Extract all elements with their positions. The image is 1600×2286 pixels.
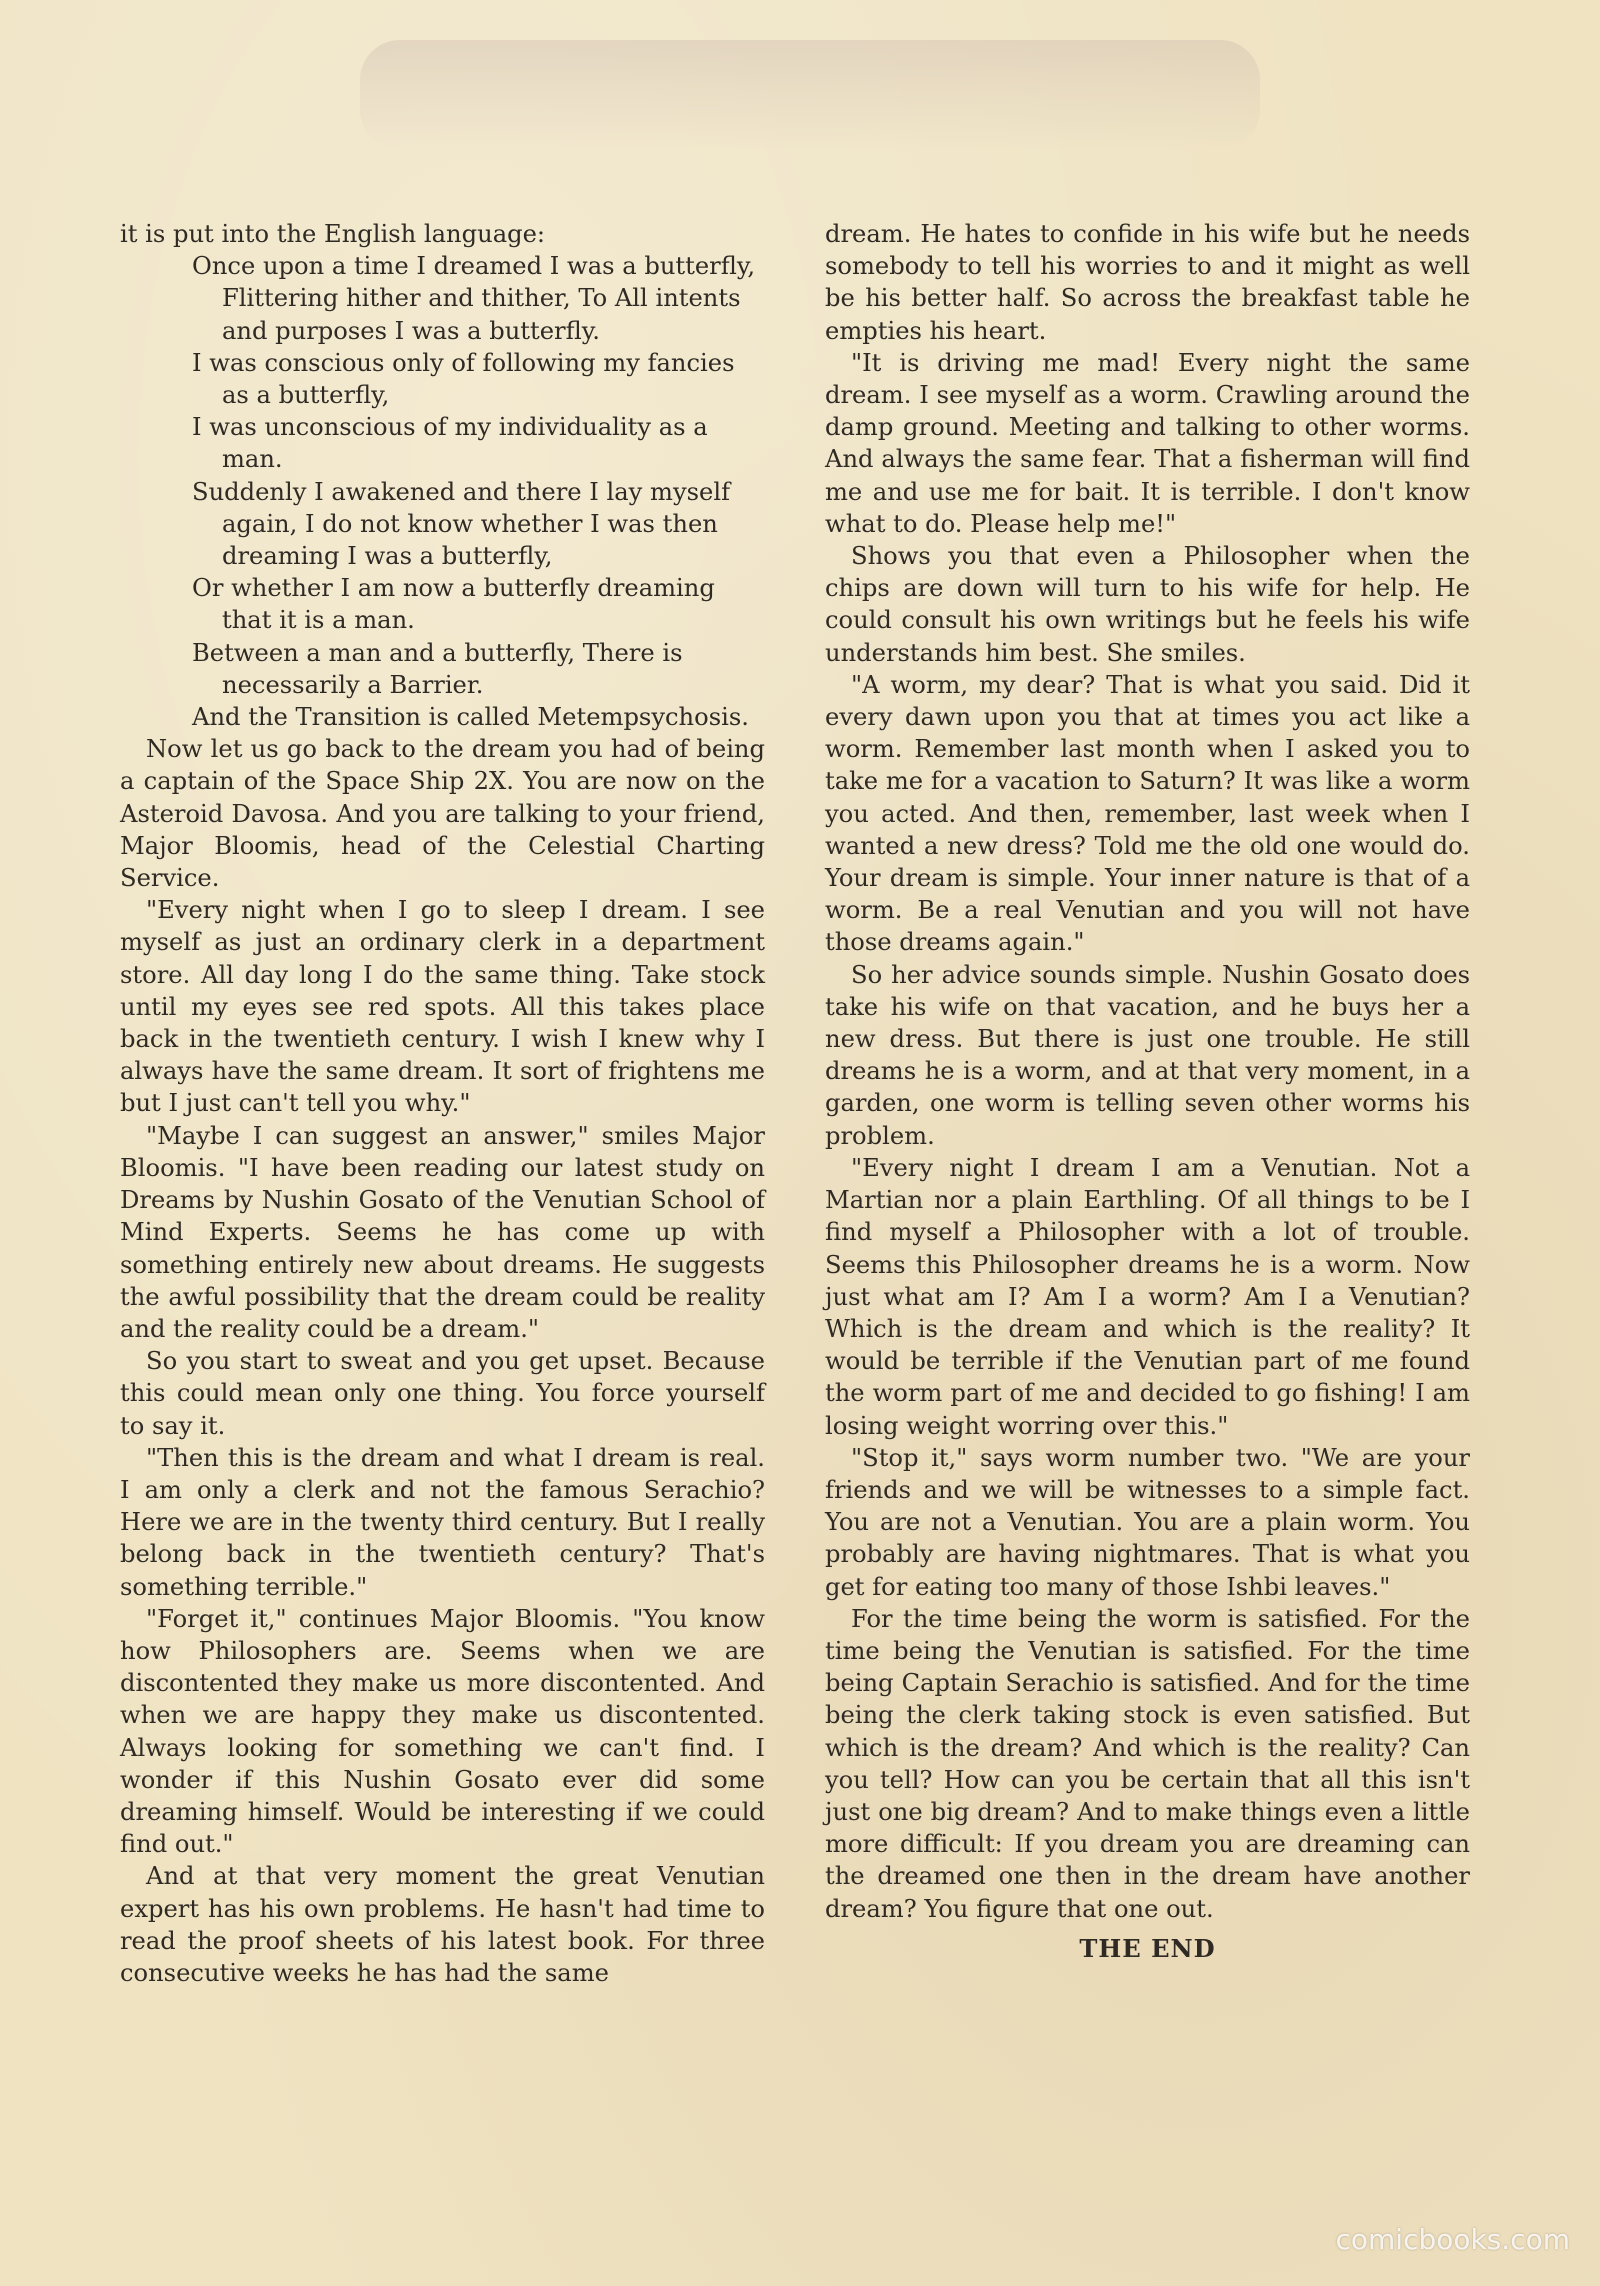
- paragraph: "Then this is the dream and what I dream is real. I am only a clerk and not the famous Serachio? Here we are in the twenty third century. But I really belong back in the twentieth century? That's something terrible.": [120, 1443, 765, 1601]
- right-column: [825, 218, 1470, 1965]
- show-through-bleed: [360, 40, 1260, 150]
- poem-line: And the Transition is called Metempsychosis.: [192, 703, 749, 732]
- paragraph: "Forget it," continues Major Bloomis. "You know how Philosophers are. Seems when we are discontented they make us more discontented. And when we are happy they make us discontented. Always looking for something we can't find. I wonder if this Nushin Gosato ever did some dreaming himself. Would be interesting if we could find out.": [120, 1604, 765, 1859]
- continued-paragraph: dream. He hates to confide in his wife but he needs somebody to tell his worries to and it might as well be his better half. So across the breakfast table he empties his heart.: [825, 220, 1470, 345]
- the-end-heading: THE END: [1079, 1933, 1216, 1963]
- paragraph: Now let us go back to the dream you had of being a captain of the Space Ship 2X. You are now on the Asteroid Davosa. And you are talking to your friend, Major Bloomis, head of the Celestial Charting Service.: [120, 735, 765, 893]
- poem-line: Once upon a time I dreamed I was a butterfly, Flittering hither and thither, To All intents and purposes I was a butterfly.: [192, 252, 756, 345]
- butterfly-poem: [192, 250, 765, 733]
- poem-line: I was conscious only of following my fancies as a butterfly,: [192, 348, 735, 410]
- paragraph: "A worm, my dear? That is what you said. Did it every dawn upon you that at times you act like a worm. Remember last month when I asked you to take me for a vacation to Saturn? It was like a worm you acted. And then, remember, last week when I wanted a new dress? Told me the old one would do. Your dream is simple. Your inner nature is that of a worm. Be a real Venutian and you will not have those dreams again.": [825, 670, 1470, 957]
- poem-line: Or whether I am now a butterfly dreaming that it is a man.: [192, 574, 715, 635]
- paragraph: And at that very moment the great Venutian expert has his own problems. He hasn't had time to read the proof sheets of his latest book. For three consecutive weeks he has had the same: [120, 1862, 765, 1987]
- left-column: [120, 218, 765, 1989]
- intro-line: it is put into the English language:: [120, 220, 546, 248]
- poem-line: Between a man and a butterfly, There is necessarily a Barrier.: [192, 638, 683, 699]
- paragraph: "It is driving me mad! Every night the same dream. I see myself as a worm. Crawling around the damp ground. Meeting and talking to other worms. And always the same fear. That a fisherman will find me and use me for bait. It is terrible. I don't know what to do. Please help me!": [825, 348, 1470, 538]
- poem-line: I was unconscious of my individuality as a man.: [192, 413, 708, 474]
- paragraph: Shows you that even a Philosopher when the chips are down will turn to his wife for help. He could consult his own writings but he feels his wife understands him best. She smiles.: [825, 542, 1470, 667]
- paragraph: "Every night when I go to sleep I dream. I see myself as just an ordinary clerk in a department store. All day long I do the same thing. Take stock until my eyes see red spots. All this takes place back in the twentieth century. I wish I knew why I always have the same dream. It sort of frightens me but I just can't tell you why.": [120, 896, 765, 1118]
- paragraph: So her advice sounds simple. Nushin Gosato does take his wife on that vacation, and he buys her a new dress. But there is just one trouble. He still dreams he is a worm, and at that very moment, in a garden, one worm is telling seven other worms his problem.: [825, 960, 1470, 1150]
- paragraph: "Maybe I can suggest an answer," smiles Major Bloomis. "I have been reading our latest study on Dreams by Nushin Gosato of the Venutian School of Mind Experts. Seems he has come up with something entirely new about dreams. He suggests the awful possibility that the dream could be reality and the reality could be a dream.": [120, 1121, 765, 1343]
- paragraph: For the time being the worm is satisfied. For the time being the Venutian is satisfied. For the time being Captain Serachio is satisfied. And for the time being the clerk taking stock is even satisfied. But which is the dream? And which is the reality? Can you tell? How can you be certain that all this isn't just one big dream? And to make things even a little more difficult: If you dream you are dreaming can the dreamed one then in the dream have another dream? You figure that one out.: [825, 1604, 1470, 1923]
- poem-line: Suddenly I awakened and there I lay myself again, I do not know whether I was then dreaming I was a butterfly,: [192, 477, 731, 571]
- site-watermark: comicbooks.com: [1335, 2223, 1570, 2256]
- paragraph: So you start to sweat and you get upset. Because this could mean only one thing. You force yourself to say it.: [120, 1347, 765, 1440]
- paragraph: "Every night I dream I am a Venutian. Not a Martian nor a plain Earthling. Of all things to be I find myself a Philosopher with a lot of trouble. Seems this Philosopher dreams he is a worm. Now just what am I? Am I a worm? Am I a Venutian? Which is the dream and which is the reality? It would be terrible if the Venutian part of me found the worm part of me and decided to go fishing! I am losing weight worring over this.": [825, 1153, 1470, 1440]
- paragraph: "Stop it," says worm number two. "We are your friends and we will be witnesses to a simple fact. You are not a Venutian. You are a plain worm. You probably are having nightmares. That is what you get for eating too many of those Ishbi leaves.": [825, 1443, 1470, 1601]
